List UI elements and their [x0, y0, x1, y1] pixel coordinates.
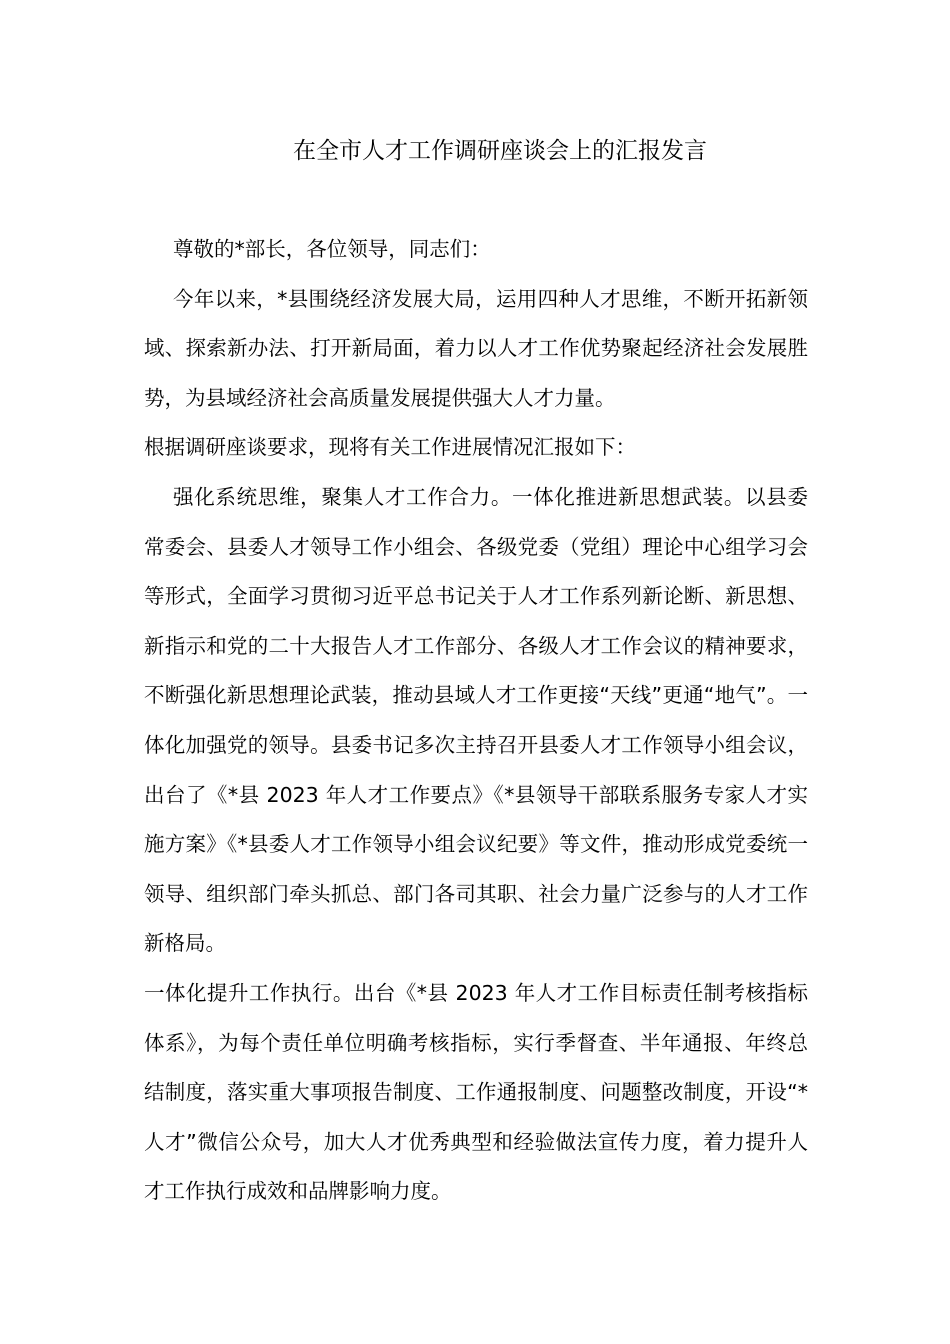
paragraph-system-thinking: 强化系统思维，聚集人才工作合力。一体化推进新思想武装。以县委常委会、县委人才领导工作小组会、各级党委（党组）理论中心组学习会等形式，全面学习贯彻习近平总书记关于人才工作系列新论断、新思想、新指示和党的二十大报告人才工作部分、各级人才工作会议的精神要求，不断强化新思想理论武装，推动县域人才工作更接“天线”更通“地气”。一体化加强党的领导。县委书记多次主持召开县委人才工作领导小组会议，出台了《*县 2023 年人才工作要点》《*县领导干部联系服务专家人才实施方案》《*县委人才工作领导小组会议纪要》等文件，推动形成党委统一领导、组织部门牵头抓总、部门各司其职、社会力量广泛参与的人才工作新格局。 [144, 484, 808, 956]
document-body [144, 225, 808, 1217]
paragraph-intro: 今年以来，*县围绕经济发展大局，运用四种人才思维，不断开拓新领域、探索新办法、打开新局面，着力以人才工作优势聚起经济社会发展胜势，为县域经济社会高质量发展提供强大人才力量。 [144, 286, 808, 410]
paragraph-execution: 一体化提升工作执行。出台《*县 2023 年人才工作目标责任制考核指标体系》，为每个责任单位明确考核指标，实行季督查、半年通报、年终总结制度，落实重大事项报告制度、工作通报制度、问题整改制度，开设“*人才”微信公众号，加大人才优秀典型和经验做法宣传力度，着力提升人才工作执行成效和品牌影响力度。 [144, 980, 808, 1204]
document-title: 在全市人才工作调研座谈会上的汇报发言 [293, 138, 707, 164]
salutation: 尊敬的*部长，各位领导，同志们： [173, 237, 491, 261]
paragraph-report-lead: 根据调研座谈要求，现将有关工作进展情况汇报如下： [144, 435, 636, 460]
